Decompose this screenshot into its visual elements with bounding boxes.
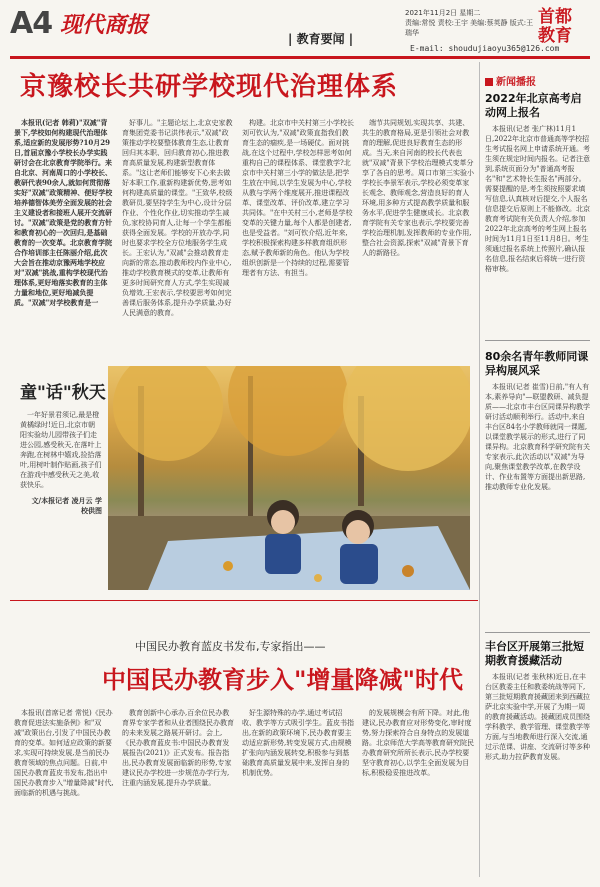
second-column-4: 的发展规模会有所下降。对此,他建议,民办教育应对形势变化,审时度势,努力探索符合自身特点的发展道路。北京师范大学高等教育研究院民办教育研究所所长表示,民办学校要坚守教育初心,以学生全面发展为目标,积极稳妥推进改革。 <box>362 709 474 777</box>
children-in-park-illustration <box>108 366 470 590</box>
news-tag: 新闻播报 <box>485 73 590 87</box>
second-column-3: 好生源特殊的办学,通过考试招收、教学等方式吸引学生。蓝皮书指出,在新的政策环境下,民办教育要主动适应新形势,转变发展方式,由规模扩张向内涵发展转变,积极参与到基础教育高质量发展中来,发挥自身的机制优势。 <box>242 709 354 777</box>
section-title: | 教育要闻 | <box>288 32 354 46</box>
section-rule <box>10 600 478 601</box>
article-column-1: 本报讯(记者 韩莉)"双减"背景下,学校如何构建现代治理体系,适应新的发展形势?10月29日,首届京豫小学校长办学实践研讨会在北京教育学院举行。来自北京、河南周口的小学校长、教研代表90余人,就如何贯彻落实好"双减"政策精神、便好学校培养德智体美劳全面发展的社会主义建设者和接班人展开交流研讨。"双减"政策是党的教育方针和教育初心的一次回归,是基础教育的一次变革。北京教育学院合作培训部主任陈丽介绍,此次大会旨在推动京豫两地学校应对"双减"挑战,重构学校现代治理体系,更好地落实教育的主体力量和地位,更好地减负提质。"双减"对学校教育是一 <box>14 118 113 307</box>
sidebar-divider <box>479 62 480 877</box>
issue-meta: 2021年11月2日 星期二 责编:常悦 责校:王宇 美编:蔡英静 版式:王瑞华 <box>405 9 534 37</box>
article-column-4: 端节共同规划,实现共享、共建、共生的教育格局,更是引领社会对教育的理解,促进良好教育生态的形成。当天,来自河南的校长代表也就"双减"背景下学校治理模式变革分享了各自的思考。周口市第三实验小学校长李景军表示,学校必须变革家长观念、教师观念,营造良好的育人环境,用多种方式提高教学质量和服务水平,促进学生健康成长。北京教育学院有关专家也表示,学校要完善学校治理机制,发挥教师的专业作用,整合社会资源,探索"双减"背景下育人的新路径。 <box>362 119 474 257</box>
sidebar-rule <box>485 632 590 633</box>
sidebar-rule <box>485 340 590 341</box>
sidebar-headline-2: 80余名青年教师同课异构展风采 <box>485 350 589 377</box>
column-title: 首都 教育 <box>538 7 572 46</box>
article-column-2: 好事儿。"主题论坛上,北京史家教育集团党委书记洪伟表示,"双减"政策推动学校要整体教育生态,让教育回归其本职、回归教育初心,推进教育高质量发展,构建新型教育体系。"这让老师们能够安下心来去做好本职工作,重新构建新优势,思考如何构建高质量的课堂。"王致华,校级教研员,要坚持学生为中心,设计分层作业、个性化作业,切实推动学生减负,家校协同育人,让每一个学生都能获得全面发展。学校的开放办学,同时也要求学校全方位地服务学生成长。王宏认为,"双减"会推动教育走向新的常态,推动教师校内作业中心,推动学校教育模式的变革,让教师有更多时间研究育人方式,学生实现减负增效,王宏表示,学校要思考如何完善课后服务体系,提升办学质量,办好人民满意的教育。 <box>122 119 233 317</box>
feature-photo <box>108 366 470 590</box>
second-column-1: 本报讯(首席记者 常悦)《民办教育促进法实施条例》和"双减"政策出台,引发了中国民办教育的变革。如何适应政策的新要求,实现可持续发展,是当前民办教育领域的焦点问题。日前,中国民办教育蓝皮书发布,指出中国民办教育步入"增量降减"时代,面临新的机遇与挑战。 <box>14 709 114 797</box>
sidebar-body-2: 本报讯(记者 崔雪)日前,"有人有本,素养导向"—联盟教研、减负提质——北京市丰台区同课异构教学研讨活动顺利举行。活动中,来自丰台区84名小学教师就同一课题,以课堂教学展示的形式,进行了同课异构。北京教育科学研究院有关专家表示,此次活动以"双减"为导向,聚焦课堂教学改革,在教学设计、作业布置等方面提出新思路,推动教师专业化发展。 <box>485 383 590 491</box>
feature-title: 童"话"秋天 <box>20 383 106 403</box>
page-number: A4 <box>10 6 53 41</box>
main-headline: 京豫校长共研学校现代治理体系 <box>20 72 399 102</box>
second-column-2: 教育创新中心承办,百余位民办教育界专家学者和从业者围绕民办教育的未来发展之路展开研讨。会上,《民办教育蓝皮书:中国民办教育发展报告(2021)》正式发布。报告指出,民办教育发展面临新的形势,专家建议民办学校进一步规范办学行为,注重内涵发展,提升办学质量。 <box>122 709 234 787</box>
header-rule <box>10 56 590 59</box>
sidebar-headline-3: 丰台区开展第三批短期教育援藏活动 <box>485 640 584 667</box>
sidebar-body-3: 本报讯(记者 张秋林)近日,在丰台区教委主任和教委统战等同下,第三批短期教育援藏团来到西藏拉萨北京实验中学,开展了为期一周的教育援藏活动。援藏团成员围绕学科教学、教学管理、课堂教学等方面,与当地教师进行深入交流,通过示范课、讲座、交流研讨等多种形式,助力拉萨教育发展。 <box>485 673 590 761</box>
feature-caption: 一年好景君须记,最是橙黄橘绿时!近日,北京市朝阳实验幼儿园带孩子们走进公园,感受秋天,在落叶上奔跑,在树林中嬉戏,捡拾落叶,用树叶制作贴画,孩子们在游戏中感受秋天之美,收获快乐。 文/本报记者 凌月云 学校供图 <box>20 411 102 515</box>
second-subtitle: 中国民办教育蓝皮书发布,专家指出—— <box>135 640 326 653</box>
sidebar-body-1: 本报讯(记者 张广林)11月1日,2022年北京市普通高等学校招生考试报名网上申请系统开通。考生须在规定时间内报名。记者注意到,系统页面分为"普通高考报名"和"艺术特长生报名"两部分。需要提醒的是,考生须按照要求填写信息,认真核对后提交,个人报名信息提交后原则上不能修改。北京教育考试院有关负责人介绍,参加2022年北京高考的考生网上报名时间为11月1日至11月8日。考生须通过报名系统上传照片,确认报名信息,报名结束后将统一进行资格审核。 <box>485 125 590 273</box>
sidebar-headline-1: 2022年北京高考启动网上报名 <box>485 92 582 119</box>
contact-email: E-mail: shoudujiaoyu365@126.com <box>410 44 560 53</box>
newspaper-logo: 现代商报 <box>60 12 149 38</box>
second-headline: 中国民办教育步入"增量降减"时代 <box>102 666 464 694</box>
article-column-3: 构建。北京市中关村第三小学校长刘可钦认为,"双减"政策直指我们教育生态的痼疾,是一场硬仗。面对挑战,在这个过程中,学校怎样思考如何重构自己的课程体系、课堂教学?北京市中关村第三小学的做法是,把学生放在中间,以学生发展为中心,学校从教与学两个维度展开,推进课程改革、课堂改革、评价改革,建立学习共同体。"在中关村三小,老师是学校变革的关键力量,每个人都是创建者,也是受益者。"刘可钦介绍,近年来,学校积极探索构建多样教育组织形态,赋予教师新的角色。他认为学校组织创新是一个持续的过程,需要管理者有方法、有担当。 <box>242 119 354 277</box>
